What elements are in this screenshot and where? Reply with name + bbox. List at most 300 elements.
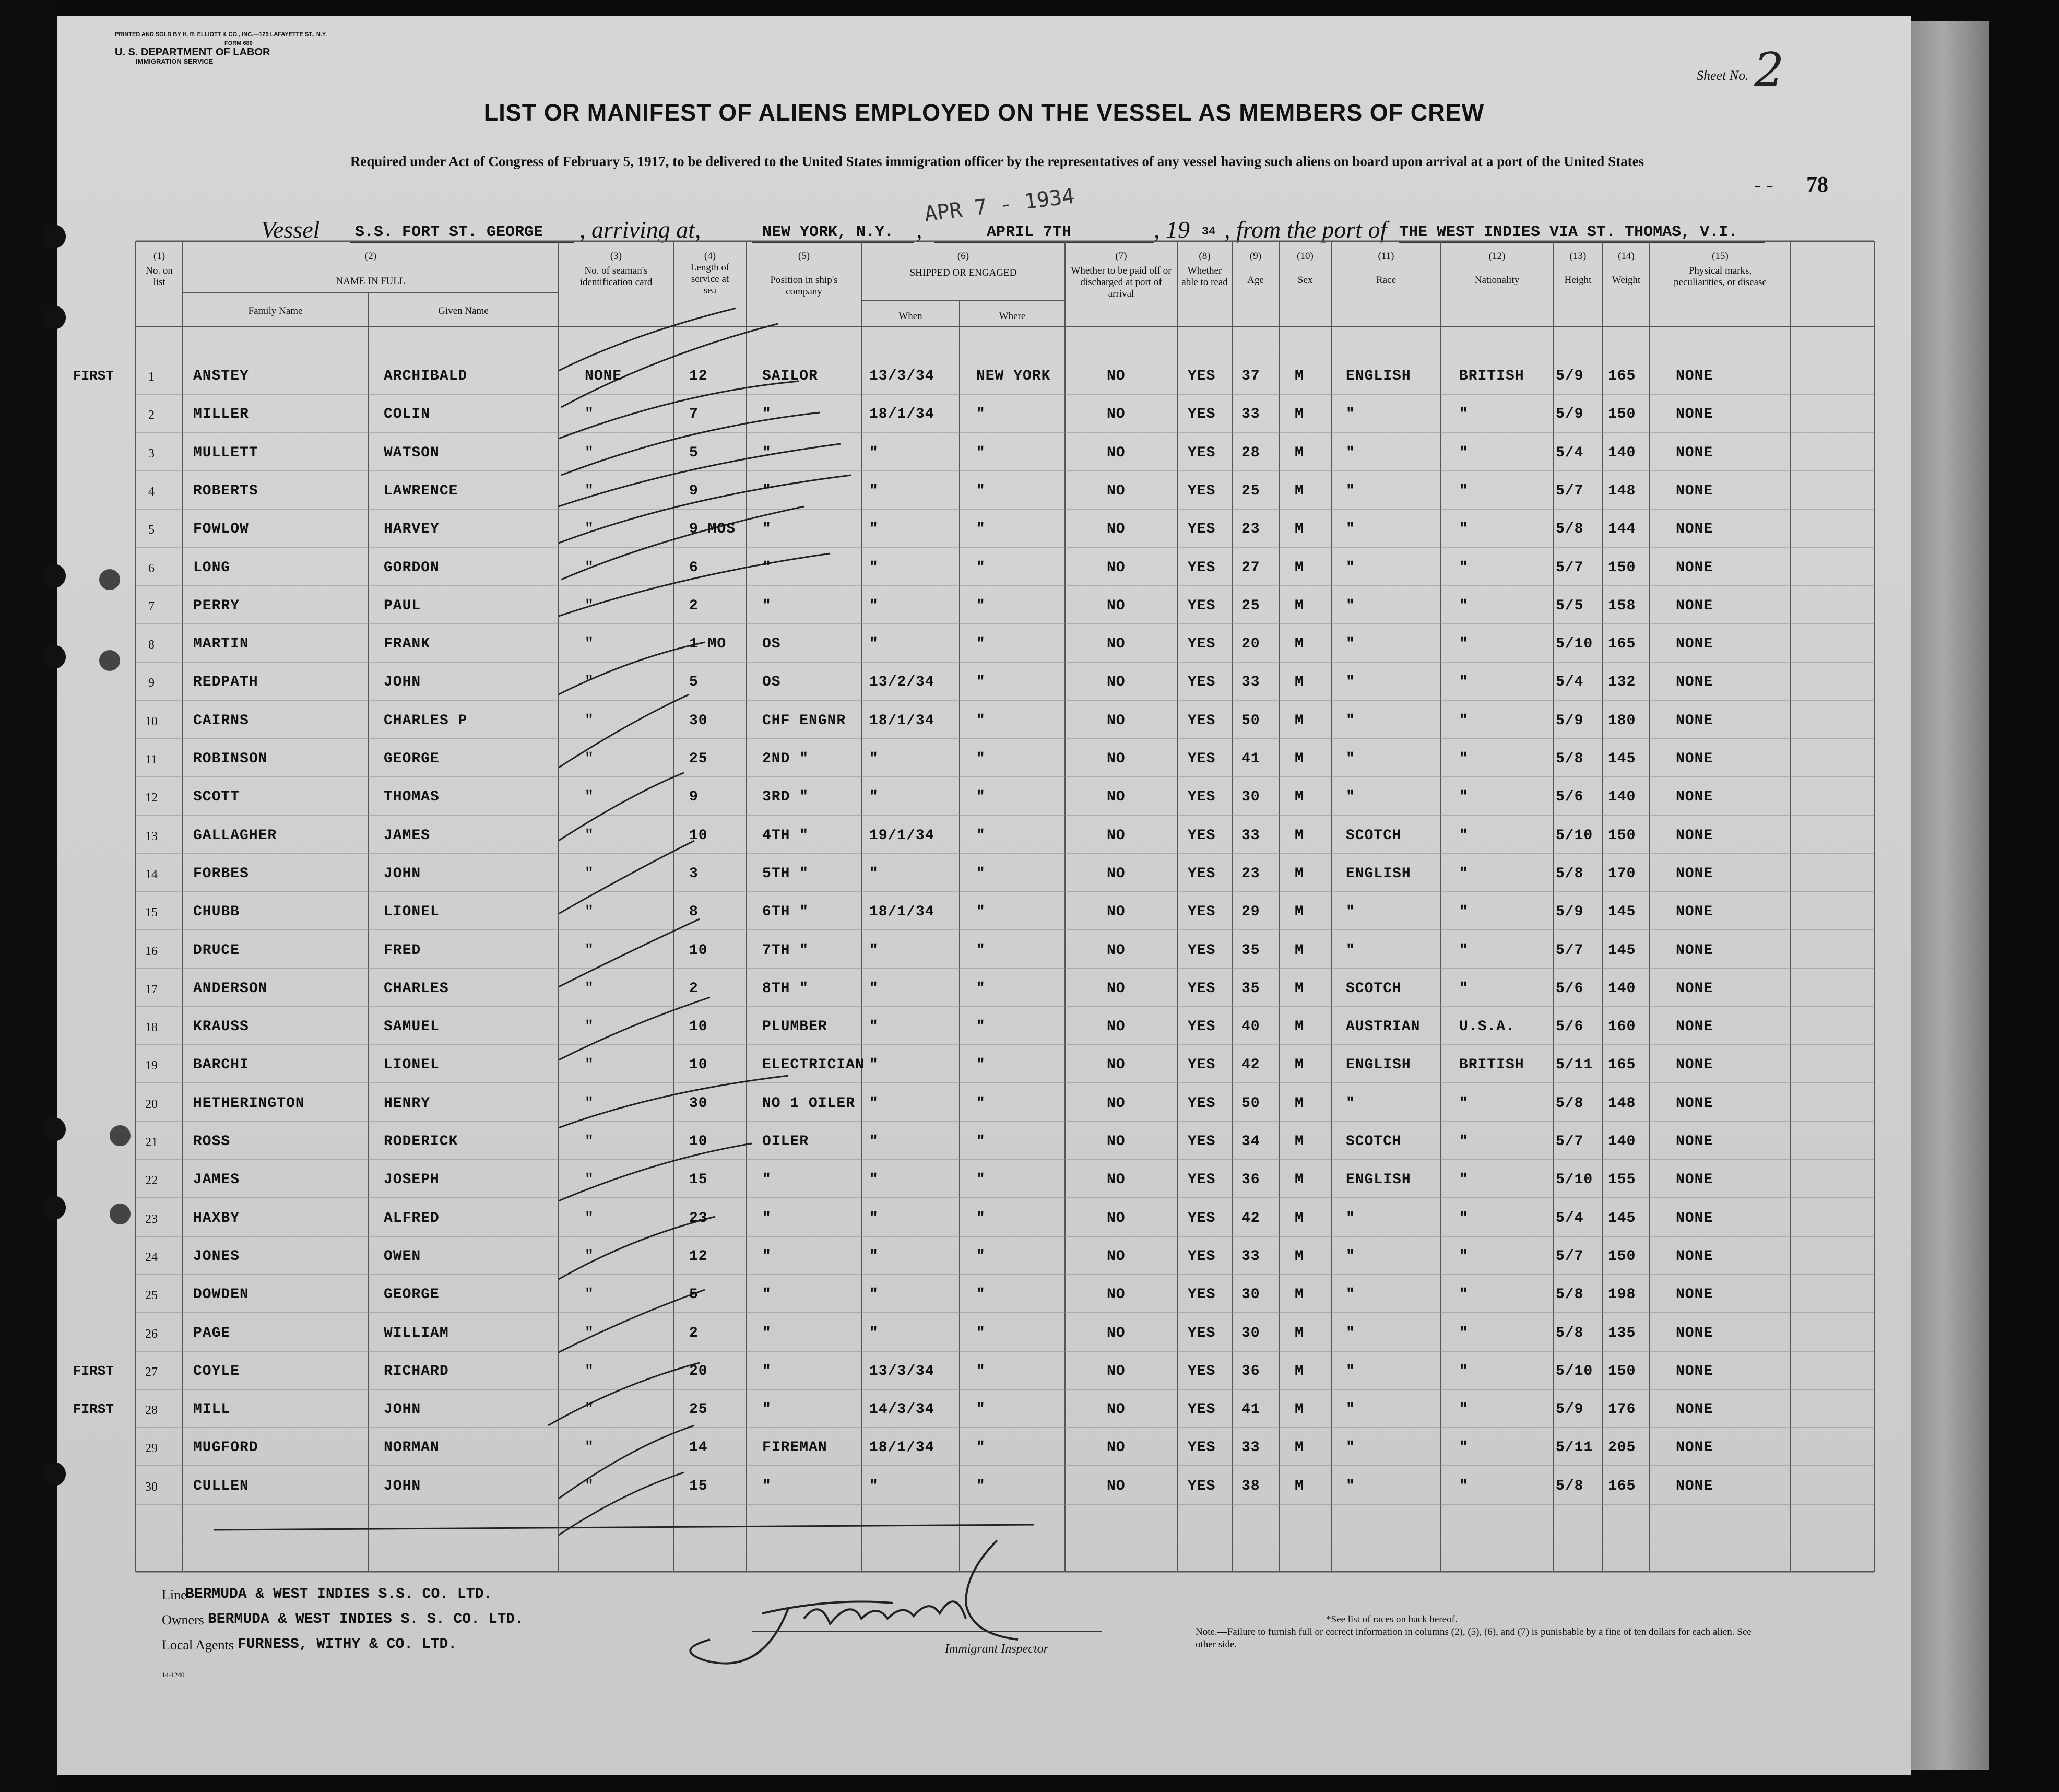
row-number: 18 [145,1021,158,1035]
shipped-when: " [869,444,879,461]
shipped-where: " [976,789,986,806]
position: " [762,1248,772,1265]
race: " [1346,1287,1355,1303]
family-name: ROBERTS [193,482,258,499]
from-label: , from the port of [1224,216,1387,243]
weight: 144 [1608,521,1636,538]
row-number: 12 [145,791,158,805]
id-card: " [585,1057,594,1074]
shipped-when: " [869,751,879,767]
shipped-when: " [869,1019,879,1035]
height: 5/8 [1556,1478,1584,1494]
weight: 135 [1608,1325,1636,1341]
able-to-read: YES [1188,1325,1216,1341]
page-edge [1911,21,1989,1770]
id-card: " [585,712,594,729]
height: 5/4 [1556,1210,1584,1227]
weight: 145 [1608,1210,1636,1227]
row-number: 29 [145,1442,158,1456]
nationality: " [1459,482,1469,499]
height: 5/8 [1556,1095,1584,1112]
position: 3RD " [762,789,809,806]
able-to-read: YES [1188,597,1216,614]
paid-off: NO [1107,1325,1126,1341]
shipped-where: " [976,1057,986,1074]
row-number: 28 [145,1404,158,1418]
row-number: 9 [148,676,155,690]
given-name: COLIN [384,406,431,423]
nationality: " [1459,559,1469,576]
shipped-when: " [869,1172,879,1188]
weight: 165 [1608,1057,1636,1074]
id-card: " [585,1478,594,1494]
owners-value: BERMUDA & WEST INDIES S. S. CO. LTD. [208,1611,524,1628]
shipped-where: " [976,559,986,576]
height: 5/7 [1556,559,1584,576]
owners-label: Owners [162,1612,204,1628]
family-name: MULLETT [193,444,258,461]
paid-off: NO [1107,1363,1126,1380]
given-name: HENRY [384,1095,431,1112]
physical-marks: NONE [1676,980,1713,997]
shipped-where: " [976,1248,986,1265]
height: 5/10 [1556,1172,1593,1188]
given-name: CHARLES P [384,712,468,729]
position: SAILOR [762,368,818,384]
line-label: Line [162,1587,187,1602]
weight: 158 [1608,597,1636,614]
year-label: , 19 [1154,216,1190,243]
paid-off: NO [1107,751,1126,767]
id-card: " [585,1287,594,1303]
family-name: GALLAGHER [193,827,277,844]
nationality: " [1459,980,1469,997]
family-name: FORBES [193,865,249,882]
race: " [1346,1478,1355,1494]
race: " [1346,482,1355,499]
height: 5/4 [1556,674,1584,691]
shipped-where: " [976,444,986,461]
able-to-read: YES [1188,1134,1216,1150]
sex: M [1295,559,1304,576]
header-col8: (8) Whether able to read [1181,251,1228,288]
first-mark: FIRST [73,1401,114,1418]
age: 20 [1241,636,1260,653]
shipped-where: " [976,406,986,423]
paid-off: NO [1107,1478,1126,1494]
position: " [762,1325,772,1341]
paid-off: NO [1107,406,1126,423]
family-name: JAMES [193,1172,240,1188]
age: 36 [1241,1363,1260,1380]
date-stamp: APR 7 - 1934 [923,184,1076,227]
manifest-sheet [57,16,1911,1775]
paid-off: NO [1107,980,1126,997]
able-to-read: YES [1188,980,1216,997]
height: 5/10 [1556,636,1593,653]
shipped-when: 13/3/34 [869,368,934,384]
id-card: " [585,1401,594,1418]
paid-off: NO [1107,636,1126,653]
binder-hole [42,564,66,588]
family-name: LONG [193,559,231,576]
nationality: " [1459,1210,1469,1227]
first-mark: FIRST [73,1363,114,1379]
paid-off: NO [1107,559,1126,576]
shipped-where: " [976,1325,986,1341]
shipped-when: " [869,789,879,806]
shipped-when: " [869,521,879,538]
sex: M [1295,827,1304,844]
family-name: DOWDEN [193,1287,249,1303]
sex: M [1295,597,1304,614]
weight: 176 [1608,1401,1636,1418]
family-name: BARCHI [193,1057,249,1074]
id-card: " [585,1325,594,1341]
weight: 140 [1608,444,1636,461]
race: SCOTCH [1346,980,1402,997]
family-name: MUGFORD [193,1440,258,1456]
id-card: " [585,904,594,921]
age: 50 [1241,1095,1260,1112]
able-to-read: YES [1188,942,1216,959]
age: 25 [1241,597,1260,614]
race: " [1346,1095,1355,1112]
physical-marks: NONE [1676,1478,1713,1494]
service-length: 1 MO [689,636,727,653]
shipped-when: " [869,1478,879,1494]
age: 29 [1241,904,1260,921]
id-card: " [585,942,594,959]
header-col6: (6) SHIPPED OR ENGAGED [909,251,1017,278]
header-col11: (11) Race [1376,251,1396,286]
height: 5/8 [1556,1325,1584,1341]
weight: 165 [1608,1478,1636,1494]
header-family-name: Family Name [248,305,303,316]
service-length: 10 [689,1134,708,1150]
sex: M [1295,865,1304,882]
header-col2: (2) NAME IN FULL [336,251,406,287]
race: " [1346,1325,1355,1341]
able-to-read: YES [1188,444,1216,461]
age: 41 [1241,1401,1260,1418]
height: 5/7 [1556,942,1584,959]
id-card: " [585,1363,594,1380]
physical-marks: NONE [1676,942,1713,959]
shipped-when: 19/1/34 [869,827,934,844]
arriving-port: NEW YORK, N.Y. [762,223,894,241]
shipped-where: " [976,674,986,691]
height: 5/5 [1556,597,1584,614]
weight: 145 [1608,942,1636,959]
row-number: 21 [145,1136,158,1149]
shipped-where: " [976,1363,986,1380]
physical-marks: NONE [1676,559,1713,576]
paid-off: NO [1107,1057,1126,1074]
sex: M [1295,1172,1304,1188]
height: 5/9 [1556,406,1584,423]
age: 50 [1241,712,1260,729]
nationality: " [1459,1172,1469,1188]
age: 30 [1241,789,1260,806]
race: " [1346,789,1355,806]
binder-hole [42,305,66,329]
family-name: DRUCE [193,942,240,959]
paid-off: NO [1107,789,1126,806]
shipped-when: " [869,636,879,653]
service-length: 12 [689,368,708,384]
service-length: 30 [689,1095,708,1112]
paid-off: NO [1107,1287,1126,1303]
family-name: COYLE [193,1363,240,1380]
sex: M [1295,789,1304,806]
nationality: " [1459,597,1469,614]
family-name: CULLEN [193,1478,249,1494]
race: " [1346,1401,1355,1418]
header-col9: (9) Age [1247,251,1264,286]
inspector-signature [632,1519,1102,1687]
position: 6TH " [762,904,809,921]
row-number: 7 [148,599,155,614]
given-name: JOHN [384,1478,421,1494]
shipped-when: " [869,1134,879,1150]
weight: 160 [1608,1019,1636,1035]
id-card: " [585,1095,594,1112]
header-col3: (3) No. of seaman's identification card [579,251,653,288]
physical-marks: NONE [1676,1325,1713,1341]
binder-hole [110,1125,131,1146]
header-col14: (14) Weight [1612,251,1641,286]
header-col13: (13) Height [1564,251,1592,286]
header-given-name: Given Name [438,305,489,316]
sex: M [1295,712,1304,729]
nationality: BRITISH [1459,1057,1524,1074]
paid-off: NO [1107,1095,1126,1112]
paid-off: NO [1107,368,1126,384]
sex: M [1295,674,1304,691]
age: 38 [1241,1478,1260,1494]
age: 33 [1241,1248,1260,1265]
family-name: PERRY [193,597,240,614]
position: FIREMAN [762,1440,827,1456]
position: 7TH " [762,942,809,959]
weight: 150 [1608,827,1636,844]
able-to-read: YES [1188,368,1216,384]
id-card: " [585,674,594,691]
nationality: " [1459,1095,1469,1112]
shipped-when: 18/1/34 [869,406,934,423]
id-card: " [585,521,594,538]
sex: M [1295,444,1304,461]
able-to-read: YES [1188,827,1216,844]
position: " [762,597,772,614]
race: " [1346,1248,1355,1265]
nationality: " [1459,1325,1469,1341]
shipped-where: " [976,942,986,959]
able-to-read: YES [1188,674,1216,691]
physical-marks: NONE [1676,1363,1713,1380]
service-length: 10 [689,827,708,844]
binder-hole [42,1462,66,1486]
physical-marks: NONE [1676,1095,1713,1112]
able-to-read: YES [1188,712,1216,729]
given-name: HARVEY [384,521,440,538]
row-number: 8 [148,638,155,652]
vessel-label: Vessel [261,216,320,243]
nationality: " [1459,1287,1469,1303]
id-card: " [585,1210,594,1227]
family-name: MARTIN [193,636,249,653]
given-name: FRED [384,942,421,959]
race: " [1346,1363,1355,1380]
nationality: " [1459,444,1469,461]
sheet-number: 2 [1754,43,1784,98]
agents-label: Local Agents [162,1637,234,1653]
arriving-label: , arriving at, [579,216,701,243]
age: 36 [1241,1172,1260,1188]
able-to-read: YES [1188,1287,1216,1303]
shipped-where: " [976,827,986,844]
sex: M [1295,1057,1304,1074]
position: " [762,521,772,538]
age: 35 [1241,942,1260,959]
form-code: 14-1240 [162,1671,185,1679]
family-name: HAXBY [193,1210,240,1227]
age: 42 [1241,1210,1260,1227]
able-to-read: YES [1188,1478,1216,1494]
id-card: " [585,1134,594,1150]
service-length: 9 MOS [689,521,736,538]
given-name: RICHARD [384,1363,449,1380]
sex: M [1295,980,1304,997]
shipped-where: " [976,865,986,882]
race: " [1346,444,1355,461]
family-name: CAIRNS [193,712,249,729]
paid-off: NO [1107,1019,1126,1035]
shipped-where: " [976,521,986,538]
family-name: CHUBB [193,904,240,921]
age: 23 [1241,865,1260,882]
race: " [1346,406,1355,423]
able-to-read: YES [1188,1248,1216,1265]
nationality: " [1459,904,1469,921]
position: " [762,1401,772,1418]
shipped-when: " [869,1248,879,1265]
given-name: WILLIAM [384,1325,449,1341]
height: 5/9 [1556,712,1584,729]
arrival-date: APRIL 7TH [987,223,1072,241]
sex: M [1295,1478,1304,1494]
binder-hole [42,645,66,669]
given-name: NORMAN [384,1440,440,1456]
shipped-where: " [976,904,986,921]
position: PLUMBER [762,1019,827,1035]
sex: M [1295,1287,1304,1303]
able-to-read: YES [1188,751,1216,767]
given-name: OWEN [384,1248,421,1265]
id-card: " [585,865,594,882]
family-name: HETHERINGTON [193,1095,305,1112]
shipped-where: " [976,1440,986,1456]
physical-marks: NONE [1676,674,1713,691]
shipped-where: " [976,636,986,653]
row-number: 22 [145,1174,158,1188]
able-to-read: YES [1188,1057,1216,1074]
position: " [762,406,772,423]
family-name: PAGE [193,1325,231,1341]
able-to-read: YES [1188,1440,1216,1456]
given-name: GORDON [384,559,440,576]
shipped-where: " [976,1401,986,1418]
position: " [762,1287,772,1303]
id-card: " [585,980,594,997]
race: " [1346,1210,1355,1227]
shipped-when: " [869,1057,879,1074]
age: 33 [1241,406,1260,423]
height: 5/7 [1556,1248,1584,1265]
vessel-name: S.S. FORT ST. GEORGE [355,223,543,241]
height: 5/8 [1556,521,1584,538]
position: " [762,444,772,461]
weight: 140 [1608,1134,1636,1150]
header-col1: (1) No. on list [146,251,173,288]
height: 5/10 [1556,1363,1593,1380]
paid-off: NO [1107,1172,1126,1188]
physical-marks: NONE [1676,751,1713,767]
nationality: " [1459,1248,1469,1265]
given-name: SAMUEL [384,1019,440,1035]
paid-off: NO [1107,1248,1126,1265]
row-number: 20 [145,1097,158,1111]
nationality: " [1459,1440,1469,1456]
row-number: 19 [145,1059,158,1073]
sex: M [1295,636,1304,653]
service-length: 10 [689,942,708,959]
row-number: 13 [145,829,158,843]
shipped-when: 13/2/34 [869,674,934,691]
binder-edge [0,0,57,1792]
given-name: ARCHIBALD [384,368,468,384]
sheet-label: Sheet No. [1697,68,1749,83]
family-name: MILL [193,1401,231,1418]
position: " [762,559,772,576]
row-number: 1 [148,370,155,384]
id-card: " [585,1019,594,1035]
nationality: " [1459,521,1469,538]
header-col4: (4) Length of service at sea [690,251,730,296]
header-col10: (10) Sex [1297,251,1314,286]
shipped-when: 18/1/34 [869,904,934,921]
physical-marks: NONE [1676,636,1713,653]
sex: M [1295,1134,1304,1150]
service-length: 9 [689,789,699,806]
race: " [1346,712,1355,729]
nationality: " [1459,751,1469,767]
shipped-where: " [976,597,986,614]
shipped-where: " [976,1287,986,1303]
nationality: " [1459,789,1469,806]
weight: 148 [1608,1095,1636,1112]
nationality: " [1459,1363,1469,1380]
service-length: 7 [689,406,699,423]
given-name: JOSEPH [384,1172,440,1188]
age: 28 [1241,444,1260,461]
physical-marks: NONE [1676,1019,1713,1035]
header-col15: (15) Physical marks, peculiarities, or disease [1674,251,1767,288]
race: SCOTCH [1346,827,1402,844]
race: " [1346,521,1355,538]
height: 5/8 [1556,751,1584,767]
